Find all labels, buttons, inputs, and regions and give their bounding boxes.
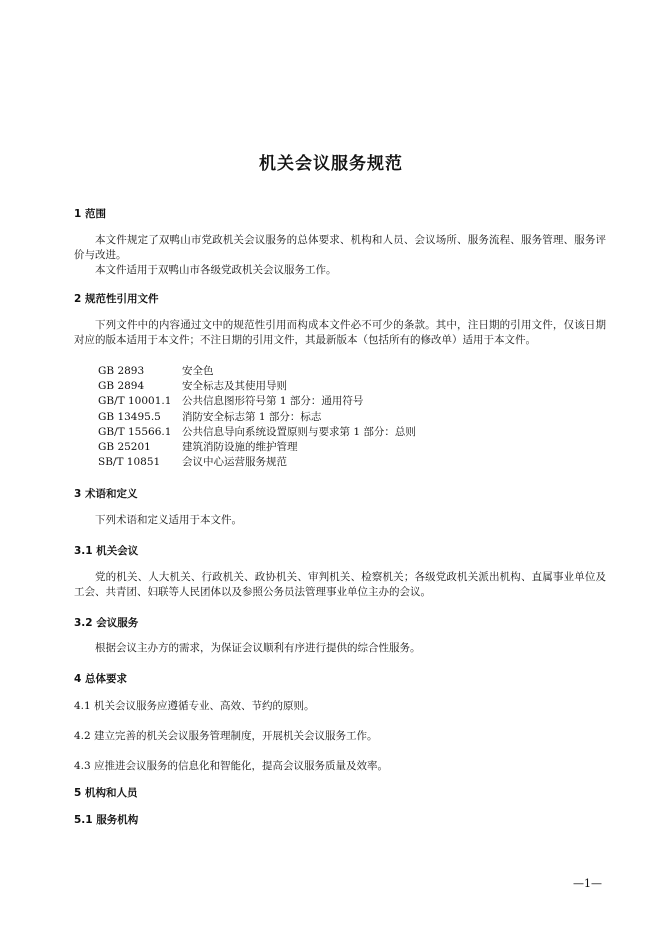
section-4-2-text: 4.2 建立完善的机关会议服务管理制度，开展机关会议服务工作。 (74, 730, 378, 742)
reference-title: 公共信息导向系统设置原则与要求第 1 部分：总则 (182, 425, 416, 438)
reference-title: 安全色 (182, 365, 214, 377)
reference-row (98, 364, 416, 379)
reference-code: GB 2894 (98, 380, 145, 393)
reference-title: 安全标志及其使用导则 (182, 380, 287, 393)
reference-code: GB 13495.5 (98, 410, 161, 423)
reference-title: 会议中心运营服务规范 (182, 456, 287, 469)
section-5-1-heading: 5.1 服务机构 (74, 814, 139, 826)
section-3-intro: 下列术语和定义适用于本文件。 (95, 514, 242, 526)
reference-code: SB/T 10851 (98, 456, 161, 469)
section-3-2-text: 根据会议主办方的需求，为保证会议顺利有序进行提供的综合性服务。 (95, 642, 421, 654)
reference-code: GB 2893 (98, 365, 145, 377)
section-2-intro: 下列文件中的内容通过文中的规范性引用而构成本文件必不可少的条款。其中，注日期的引用文件，仅该日期对应的版本适用于本文件；不注日期的引用文件，其最新版本（包括所有的修改单）适用于本文件。 (74, 319, 606, 346)
reference-title: 公共信息图形符号第 1 部分：通用符号 (182, 395, 364, 408)
section-1-paragraph-1: 本文件规定了双鸭山市党政机关会议服务的总体要求、机构和人员、会议场所、服务流程、服务管理、服务评价与改进。 (74, 234, 606, 261)
reference-code: GB/T 10001.1 (98, 395, 172, 408)
reference-row (98, 379, 416, 394)
reference-row (98, 394, 416, 409)
section-4-heading: 4 总体要求 (74, 673, 127, 685)
reference-row (98, 440, 416, 455)
section-4-1-text: 4.1 机关会议服务应遵循专业、高效、节约的原则。 (74, 700, 315, 712)
reference-list (98, 364, 416, 470)
reference-row (98, 425, 416, 440)
section-4-3-text: 4.3 应推进会议服务的信息化和智能化，提高会议服务质量及效率。 (74, 760, 389, 772)
section-3-1-heading: 3.1 机关会议 (74, 545, 139, 557)
reference-code: GB/T 15566.1 (98, 425, 172, 438)
reference-code: GB 25201 (98, 440, 151, 453)
section-3-2-heading: 3.2 会议服务 (74, 617, 139, 629)
reference-title: 消防安全标志第 1 部分：标志 (182, 410, 322, 423)
section-3-heading: 3 术语和定义 (74, 488, 138, 500)
section-1-heading: 1 范围 (74, 208, 106, 220)
section-5-heading: 5 机构和人员 (74, 787, 138, 799)
reference-row (98, 410, 416, 425)
section-3-1-text: 党的机关、人大机关、行政机关、政协机关、审判机关、检察机关；各级党政机关派出机构、直属事业单位及工会、共青团、妇联等人民团体以及参照公务员法管理事业单位主办的会议。 (74, 571, 606, 598)
section-2-heading: 2 规范性引用文件 (74, 293, 159, 305)
page-title: 机关会议服务规范 (259, 154, 403, 174)
reference-row (98, 455, 416, 470)
section-1-paragraph-2: 本文件适用于双鸭山市各级党政机关会议服务工作。 (95, 264, 337, 276)
page-number: —1— (573, 877, 602, 890)
reference-title: 建筑消防设施的维护管理 (182, 440, 298, 453)
